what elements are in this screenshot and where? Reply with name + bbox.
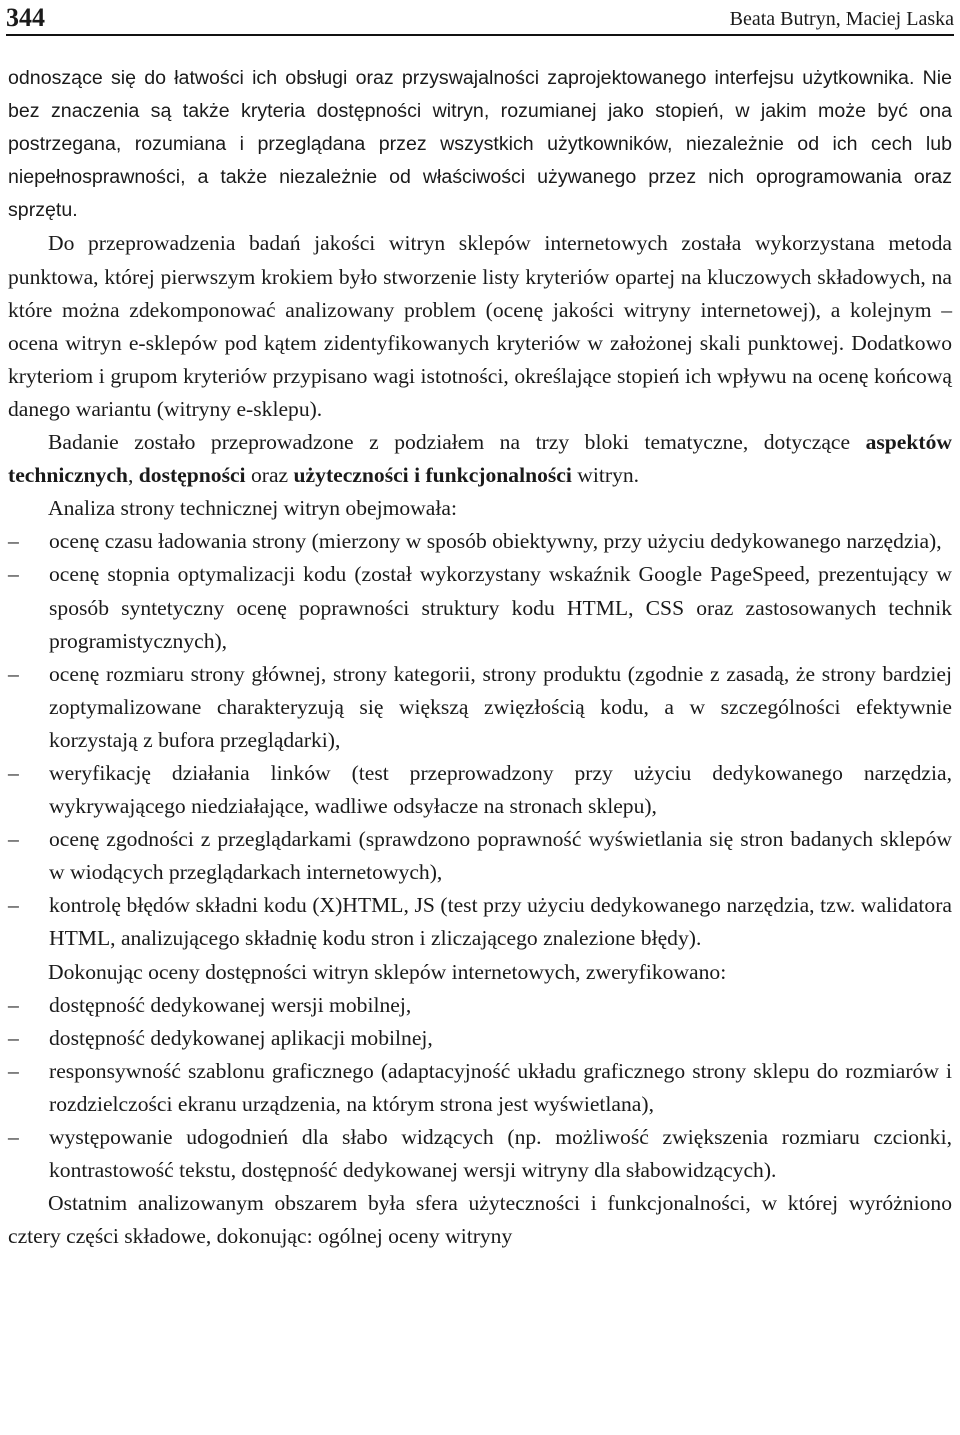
page-header [6, 2, 954, 36]
paragraph-technical-intro: Analiza strony technicznej witryn obejmowała: [48, 496, 457, 521]
dash-marker: – [8, 1125, 19, 1149]
list-item [8, 1121, 952, 1187]
blocks-text-end: witryn. [577, 463, 640, 488]
list-item [8, 658, 952, 757]
list-technical-criteria [8, 525, 952, 955]
blocks-conjunction: oraz [250, 463, 289, 488]
list-item [8, 823, 952, 889]
list-item-text: ocenę rozmiaru strony głównej, strony kategorii, strony produktu (zgodnie z zasadą, że strony bardziej zoptymalizowane charakteryzują się większą zwięzłością kodu, a w szczególności efektywnie korzystają z bufora przeglądarki), [49, 661, 952, 752]
dash-marker: – [8, 661, 19, 686]
list-item-text: ocenę stopnia optymalizacji kodu (został wykorzystany wskaźnik Google PageSpeed, prezentujący w sposób syntetyczny ocenę poprawności struktury kodu HTML, CSS oraz zastosowanych technik programistycznych), [49, 562, 952, 653]
dash-marker: – [8, 992, 19, 1017]
paragraph-method: Do przeprowadzenia badań jakości witryn sklepów internetowych została wykorzystana metoda punktowa, której pierwszym krokiem było stworzenie listy kryteriów opartej na kluczowych składowych, na które można zdekomponować analizowany problem (ocenę jakości witryny internetowej), a kolejnym – ocena witryn e-sklepów pod kątem zidentyfikowanych kryteriów w założonej skali punktowej. Dodatkowo kryteriom i grupom kryteriów przypisano wagi istotności, określające stopień ich wpływu na ocenę końcową danego wariantu (witryny e-sklepu). [8, 231, 952, 421]
list-item [8, 889, 952, 955]
list-item-text: dostępność dedykowanej wersji mobilnej, [49, 992, 412, 1017]
paragraph-thematic-blocks [8, 426, 952, 492]
list-item-text: ocenę zgodności z przeglądarkami (sprawdzono poprawność wyświetlania się stron badanych sklepów w wiodących przeglądarkach internetowych), [49, 827, 952, 885]
block-usability: użyteczności i funkcjonalności [293, 463, 572, 488]
paragraph-intro-b: Nie bez znaczenia są także kryteria dostępności witryn, rozumianej jako stopień, w jakim może być ona postrzegana, rozumiana i przeglądana przez wszystkich użytkowników, niezależnie od ich cech lub niepełnosprawności, a także niezależnie od właściwości używanego przez nich oprogramowania oraz sprzętu. [8, 67, 953, 222]
dash-marker: – [8, 529, 19, 554]
page-number: 344 [6, 3, 45, 32]
list-item [8, 989, 952, 1022]
dash-marker: – [8, 760, 19, 785]
paragraph-usability: Ostatnim analizowanym obszarem była sfera użyteczności i funkcjonalności, w której wyróżniono cztery części składowe, dokonując: ogólnej oceny witryny [8, 1191, 952, 1249]
list-item [8, 558, 952, 657]
list-item-text: dostępność dedykowanej aplikacji mobilnej, [49, 1025, 433, 1050]
list-accessibility-criteria [8, 989, 952, 1188]
list-item [8, 1055, 952, 1121]
list-item-text: weryfikację działania linków (test przeprowadzony przy użyciu dedykowanego narzędzia, wykrywającego niedziałające, wadliwe odsyłacze na stronach sklepu), [49, 760, 952, 819]
list-item-text: kontrolę błędów składni kodu (X)HTML, JS (test przy użyciu dedykowanego narzędzia, tzw. walidatora HTML, analizującego składnię kodu stron i zliczającego znalezione błędy). [49, 893, 952, 951]
dash-marker: – [8, 827, 19, 852]
list-item-text: występowanie udogodnień dla słabo widzących (np. możliwość zwiększenia rozmiaru czcionki, kontrastowość tekstu, dostępność dedykowanej wersji witryny dla słabowidzących). [49, 1125, 952, 1183]
paragraph-accessibility-intro: Dokonując oceny dostępności witryn sklepów internetowych, zweryfikowano: [48, 959, 727, 984]
dash-marker: – [8, 1025, 19, 1050]
blocks-text-start: Badanie zostało przeprowadzone z podziałem na trzy bloki tematyczne, dotyczące [48, 430, 851, 455]
running-head-authors: Beata Butryn, Maciej Laska [729, 8, 954, 30]
body-text [8, 62, 952, 1253]
list-item-text: ocenę czasu ładowania strony (mierzony w sposób obiektywny, przy użyciu dedykowanego narzędzia), [49, 529, 942, 554]
paragraph-intro [8, 62, 952, 227]
block-accessibility: dostępności [138, 463, 246, 488]
dash-marker: – [8, 1058, 19, 1083]
blocks-separator: , [127, 463, 134, 488]
paragraph-intro-a: odnoszące się do łatwości ich obsługi oraz przyswajalności zaprojektowanego interfejsu użytkownika. [8, 67, 915, 89]
dash-marker: – [8, 562, 19, 587]
block-technical: aspektów technicznych [8, 430, 952, 488]
list-item-text: responsywność szablonu graficznego (adaptacyjność układu graficznego strony sklepu do rozmiarów i rozdzielczości ekranu urządzenia, na którym strona jest wyświetlana), [49, 1058, 952, 1116]
list-item [8, 1022, 952, 1055]
list-item [8, 757, 952, 823]
dash-marker: – [8, 893, 19, 918]
list-item [8, 525, 952, 558]
